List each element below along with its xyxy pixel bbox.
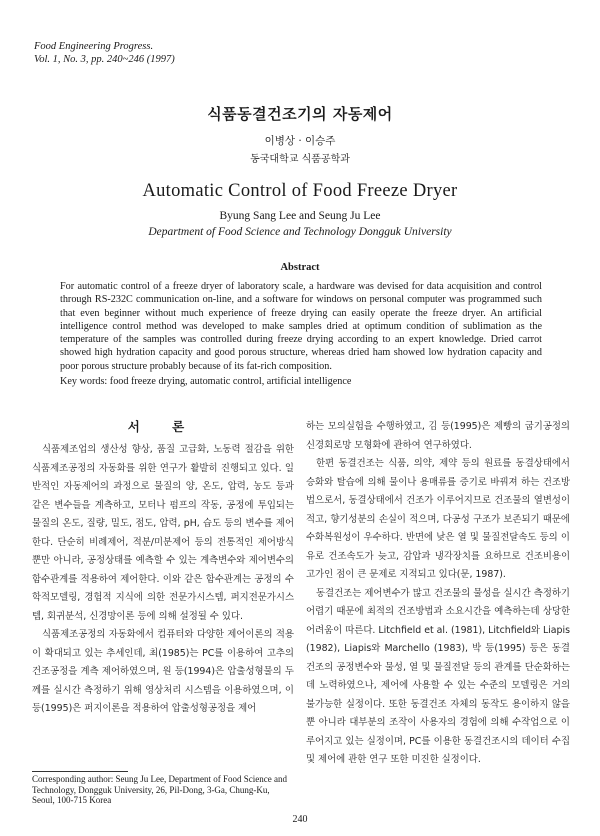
journal-name: Food Engineering Progress. [34,41,154,52]
authors-korean: 이병상 · 이승주 [264,135,336,147]
right-column [306,418,570,770]
page-number: 240 [292,814,308,825]
left-column [32,441,294,719]
title-korean: 식품동결건조기의 자동제어 [207,105,393,123]
affiliation-korean: 동국대학교 식품공학과 [250,154,350,165]
body-paragraph: 식품제조업의 생산성 향상, 품질 고급화, 노동력 절감을 위한 식품제조공정의 자동화를 위한 연구가 활발히 진행되고 있다. 일반적인 자동제어의 과정으로 물질의 양, 온도, 압력, 농도 등과 같은 변수들을 계측하고, 모터나 펌프의 작동, 공정에 투입되는 물질의 온도, 질량, 밀도, 점도, 압력, pH, 습도 등의 변수를 제어한다. 단순히 비례제어, 적분/미분제어 등의 전통적인 제어방식 뿐만 아니라, 공정상태를 예측할 수 있는 계측변수와 제어변수의 함수관계를 적용하여 제어한다. 이와 같은 함수관계는 공정의 수학적모델링, 경험적 지식에 의한 전문가시스템, 퍼지전문가시스템, 회귀분석, 신경망이론 등에 의해 설정될 수 있다. [32,444,294,622]
body-paragraph: 동결건조는 제어변수가 많고 건조물의 물성을 실시간 측정하기 어렵기 때문에 최적의 건조방법과 소요시간을 예측하는데 상당한 어려움이 따른다. Litchfield et al. (1981), Litchfield와 Liapis (1982), Liapis와 Marchello (1983), 박 등(1995) 등은 동결건조의 공정변수와 물성, 열 및 물질전달 등의 관계를 단순화하는데 노력하였으나, 제어에 사용할 수 있는 수준의 모델링은 거의 불가능한 실정이다. 또한 동결건조 자체의 동작도 용이하지 않을 뿐 아니라 대부분의 조작이 사용자의 경험에 의해 수작업으로 이루어지고 있는 실정이며, PC를 이용한 동결건조시의 데이터 수집 및 제어에 관한 연구 또한 미진한 실정이다. [306,587,570,765]
body-paragraph: 식품제조공정의 자동화에서 컴퓨터와 다양한 제어이론의 적용이 확대되고 있는 추세인데, 최(1985)는 PC를 이용하여 고추의 건조공정을 계측 제어하였으며, 원 등(1994)은 압출성형물의 두께를 실시간 측정하기 위해 영상처리 시스템을 이용하였으며, 이 등(1995)은 퍼지이론을 적용하여 압출성형공정을 제어 [32,629,294,714]
authors-english: Byung Sang Lee and Seung Ju Lee [219,210,381,222]
keywords: Key words: food freeze drying, automatic control, artificial intelligence [60,376,352,387]
title-english: Automatic Control of Food Freeze Dryer [142,181,458,201]
section-heading-introduction: 서 론 [127,419,199,434]
abstract-body: For automatic control of a freeze dryer of laboratory scale, a hardware was devised for data acquisition and control through RS-232C communication on-line, and a software for windows on personal computer was programmed such that even beginner without much experience of freeze drying can easily operate the freeze dryer. An artificial intelligence control method was developed to make samples dried at optimum condition of sublimation as the temperature of the samples was controlled during freeze drying according to an expert knowledge. Dried carrot showed high hydration capacity and good porous structure, whereas dried ham showed low hydration capacity and poor porous structure probably because of its fat-rich composition. [60,281,542,372]
footnote-divider [32,771,128,772]
journal-volume: Vol. 1, No. 3, pp. 240~246 (1997) [34,54,175,65]
abstract-heading: Abstract [280,262,320,273]
journal-header [34,40,175,66]
body-paragraph: 한편 동결건조는 식품, 의약, 제약 등의 원료를 동결상태에서 승화와 탈습에 의해 물이나 용매류를 증기로 바꿔져 하는 건조방법으로서, 동결상태에서 건조가 이루어지므로 건조물의 열변성이 적고, 향기성분의 손실이 적으며, 다공성 구조가 보존되기 때문에 수화복원성이 우수하다. 반면에 낮은 열 및 물질전달속도 등의 이유로 건조속도가 늦고, 감압과 냉각장치를 요하므로 건조비용이 고가인 점이 큰 문제로 지적되고 있다(문, 1987). [306,458,570,580]
affiliation-english: Department of Food Science and Technology Dongguk University [148,226,452,238]
corresponding-author-footnote: Corresponding author: Seung Ju Lee, Department of Food Science and Technology, Dongguk University, 26, Pil-Dong, 3-Ga, Chung-Ku, Seoul, 100-715 Korea [32,774,287,805]
body-paragraph: 하는 모의실험을 수행하였고, 김 등(1995)은 제빵의 굽기공정의 신경회로망 모형화에 관하여 연구하였다. [306,421,570,451]
